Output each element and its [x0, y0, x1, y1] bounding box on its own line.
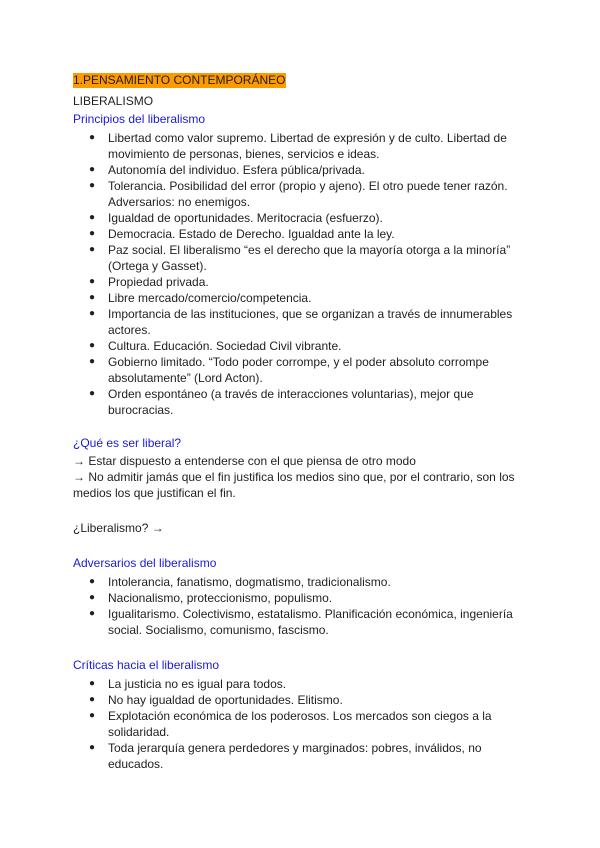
list-item [73, 708, 523, 740]
principios-list [73, 130, 523, 418]
bullet-icon: ● [89, 132, 96, 143]
list-item [73, 676, 523, 692]
bullet-icon: ● [89, 212, 96, 223]
list-item [73, 590, 523, 606]
list-item [73, 574, 523, 590]
list-item-text: Democracia. Estado de Derecho. Igualdad ante la ley. [108, 227, 395, 241]
que-es-line: → Estar dispuesto a entenderse con el que piensa de otro modo [73, 454, 416, 468]
bullet-icon: ● [89, 742, 96, 753]
list-item-text: La justicia no es igual para todos. [108, 677, 287, 691]
principios-heading: Principios del liberalismo [73, 112, 206, 126]
que-es-heading: ¿Qué es ser liberal? [73, 436, 182, 450]
document-title: 1.PENSAMIENTO CONTEMPORÁNEO [73, 73, 286, 87]
list-item-text: Nacionalismo, proteccionismo, populismo. [108, 591, 333, 605]
criticas-heading: Críticas hacia el liberalismo [73, 658, 220, 672]
list-item [73, 210, 523, 226]
list-item [73, 290, 523, 306]
que-es-lines [73, 453, 523, 501]
bullet-icon: ● [89, 164, 96, 175]
list-item [73, 162, 523, 178]
list-item [73, 740, 523, 772]
adversarios-list [73, 574, 523, 638]
list-item-text: Gobierno limitado. “Todo poder corrompe, y el poder absoluto corrompe absolutamente” (Lord Acton). [108, 355, 489, 385]
bullet-icon: ● [89, 276, 96, 287]
liberalismo-arrow-text: ¿Liberalismo? → [73, 521, 164, 535]
bullet-icon: ● [89, 340, 96, 351]
adversarios-heading: Adversarios del liberalismo [73, 556, 217, 570]
section-subtitle: LIBERALISMO [73, 94, 154, 108]
document-page [73, 72, 523, 772]
list-item-text: Intolerancia, fanatismo, dogmatismo, tradicionalismo. [108, 575, 391, 589]
list-item-text: Libre mercado/comercio/competencia. [108, 291, 312, 305]
list-item-text: No hay igualdad de oportunidades. Elitismo. [108, 693, 343, 707]
list-item [73, 606, 523, 638]
bullet-icon: ● [89, 228, 96, 239]
list-item [73, 386, 523, 418]
list-item-text: Cultura. Educación. Sociedad Civil vibrante. [108, 339, 342, 353]
bullet-icon: ● [89, 694, 96, 705]
list-item [73, 242, 523, 274]
bullet-icon: ● [89, 388, 96, 399]
list-item-text: Orden espontáneo (a través de interacciones voluntarias), mejor que burocracias. [108, 387, 474, 417]
list-item [73, 354, 523, 386]
list-item-text: Paz social. El liberalismo “es el derecho que la mayoría otorga a la minoría” (Ortega y Gasset). [108, 243, 511, 273]
list-item-text: Libertad como valor supremo. Libertad de expresión y de culto. Libertad de movimiento de personas, bienes, servicios e ideas. [108, 131, 507, 161]
bullet-icon: ● [89, 356, 96, 367]
list-item-text: Autonomía del individuo. Esfera pública/privada. [108, 163, 365, 177]
bullet-icon: ● [89, 678, 96, 689]
list-item-text: Toda jerarquía genera perdedores y marginados: pobres, inválidos, no educados. [108, 741, 482, 771]
que-es-line: → No admitir jamás que el fin justifica los medios sino que, por el contrario, son los medios los que justifican el fin. [73, 470, 515, 500]
list-item-text: Propiedad privada. [108, 275, 209, 289]
list-item-text: Igualdad de oportunidades. Meritocracia (esfuerzo). [108, 211, 383, 225]
bullet-icon: ● [89, 608, 96, 619]
list-item [73, 306, 523, 338]
list-item [73, 692, 523, 708]
list-item [73, 130, 523, 162]
list-item-text: Explotación económica de los poderosos. Los mercados son ciegos a la solidaridad. [108, 709, 492, 739]
bullet-icon: ● [89, 180, 96, 191]
list-item [73, 178, 523, 210]
list-item [73, 274, 523, 290]
list-item-text: Igualitarismo. Colectivismo, estatalismo. Planificación económica, ingeniería social. Socialismo, comunismo, fascismo. [108, 607, 513, 637]
list-item-text: Tolerancia. Posibilidad del error (propio y ajeno). El otro puede tener razón. Adversarios: no enemigos. [108, 179, 508, 209]
bullet-icon: ● [89, 592, 96, 603]
bullet-icon: ● [89, 308, 96, 319]
bullet-icon: ● [89, 576, 96, 587]
list-item [73, 338, 523, 354]
criticas-list [73, 676, 523, 772]
bullet-icon: ● [89, 710, 96, 721]
list-item-text: Importancia de las instituciones, que se organizan a través de innumerables actores. [108, 307, 513, 337]
list-item [73, 226, 523, 242]
bullet-icon: ● [89, 292, 96, 303]
bullet-icon: ● [89, 244, 96, 255]
